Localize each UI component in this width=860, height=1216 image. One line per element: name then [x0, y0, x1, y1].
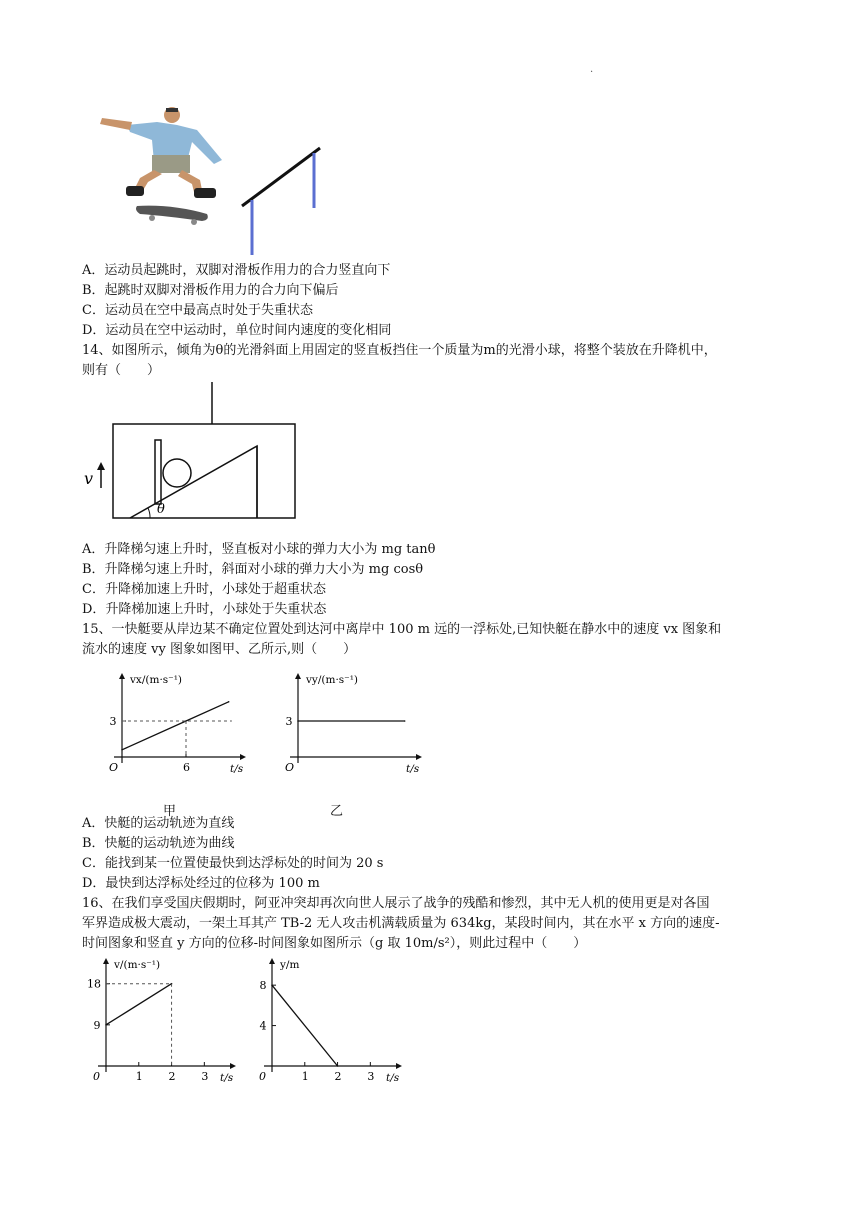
y-tick-label: 9 — [93, 1018, 101, 1032]
x-tick-label: 1 — [135, 1070, 143, 1083]
q16-chart-displacement — [248, 956, 408, 1086]
data-point — [228, 701, 230, 703]
q15-option-b: B．快艇的运动轨迹为曲线 — [82, 836, 235, 851]
q16-chart-velocity — [82, 956, 242, 1086]
skateboard-icon — [136, 206, 208, 225]
q14-option-c: C．升降梯加速上升时，小球处于超重状态 — [82, 582, 326, 597]
elevator-incline-figure — [82, 380, 302, 522]
y-axis-arrow — [269, 958, 275, 964]
caption-jia: 甲 — [163, 804, 177, 819]
series-line — [122, 702, 229, 750]
x-axis-arrow — [240, 754, 246, 760]
q16-stem-line1: 16、在我们享受国庆假期时，阿亚冲突却再次向世人展示了战争的残酷和惨烈，其中无人机的使用更是对各国 — [82, 896, 710, 911]
x-axis-label: t/s — [230, 763, 244, 775]
x-tick-label: 2 — [334, 1070, 342, 1083]
skateboarder-person-icon — [100, 107, 222, 198]
q15-chart-jia — [82, 664, 252, 814]
velocity-label: v — [84, 469, 94, 488]
y-axis-arrow — [103, 958, 109, 964]
data-point — [404, 720, 406, 722]
q14-stem-line1: 14、如图所示，倾角为θ的光滑斜面上用固定的竖直板挡住一个质量为m的光滑小球，将整个装放在升降机中， — [82, 343, 717, 358]
x-axis-label: t/s — [406, 763, 420, 775]
x-axis-label: t/s — [220, 1072, 234, 1084]
series-line — [106, 984, 172, 1025]
ball — [163, 459, 191, 487]
rail-icon — [242, 148, 320, 255]
elevator-box — [113, 424, 295, 518]
x-tick-label: 6 — [183, 761, 190, 774]
x-tick-label: 2 — [168, 1070, 176, 1083]
q15-option-d: D．最快到达浮标处经过的位移为 100 m — [82, 876, 320, 891]
x-axis-arrow — [416, 754, 422, 760]
data-point — [105, 1024, 107, 1026]
y-axis-arrow — [295, 673, 301, 679]
q13-option-c: C．运动员在空中最高点时处于失重状态 — [82, 303, 313, 318]
q14-option-a: A．升降梯匀速上升时，竖直板对小球的弹力大小为 mg tanθ — [82, 542, 436, 557]
y-axis-label: vx/(m·s⁻¹) — [130, 674, 183, 686]
x-axis-label: t/s — [386, 1072, 400, 1084]
q16-stem-line3: 时间图象和竖直 y 方向的位移-时间图象如图所示（g 取 10m/s²），则此过程中（ ） — [82, 936, 587, 951]
q15-stem-line1: 15、一快艇要从岸边某不确定位置处到达河中离岸中 100 m 远的一浮标处,已知快艇在静水中的速度 vx 图象和 — [82, 622, 722, 637]
origin-label: 0 — [93, 1070, 100, 1083]
y-axis-label: v/(m·s⁻¹) — [114, 959, 161, 971]
data-point — [271, 984, 273, 986]
origin-label: 0 — [259, 1070, 266, 1083]
data-point — [337, 1065, 339, 1067]
q13-option-a: A．运动员起跳时，双脚对滑板作用力的合力竖直向下 — [82, 263, 391, 278]
y-axis-label: y/m — [280, 959, 300, 971]
q14-stem-line2: 则有（ ） — [82, 363, 161, 378]
caption-yi: 乙 — [330, 804, 344, 819]
origin-label: O — [285, 761, 295, 774]
x-axis-arrow — [230, 1063, 236, 1069]
x-axis-arrow — [396, 1063, 402, 1069]
q14-option-b: B．升降梯匀速上升时，斜面对小球的弹力大小为 mg cosθ — [82, 562, 424, 577]
series-line — [272, 985, 338, 1066]
y-tick-label: 4 — [259, 1019, 267, 1033]
incline — [130, 446, 257, 518]
q14-option-d: D．升降梯加速上升时，小球处于失重状态 — [82, 602, 327, 617]
skateboarder-figure — [82, 100, 332, 260]
vertical-board — [155, 440, 161, 504]
q15-option-c: C．能找到某一位置使最快到达浮标处的时间为 20 s — [82, 856, 384, 871]
y-tick-label: 18 — [87, 977, 101, 991]
x-tick-label: 1 — [301, 1070, 309, 1083]
theta-label: θ — [157, 502, 165, 517]
origin-label: O — [109, 761, 119, 774]
y-tick-label: 8 — [259, 979, 267, 993]
q15-option-a: A．快艇的运动轨迹为直线 — [82, 816, 235, 831]
x-tick-label: 3 — [201, 1070, 209, 1083]
data-point — [121, 749, 123, 751]
y-axis-label: vy/(m·s⁻¹) — [306, 674, 359, 686]
q15-stem-line2: 流水的速度 vy 图象如图甲、乙所示,则（ ） — [82, 642, 357, 657]
data-point — [297, 720, 299, 722]
y-tick-label: 3 — [285, 715, 293, 728]
q15-chart-yi — [258, 664, 428, 814]
y-tick-label: 3 — [109, 715, 117, 728]
q13-option-b: B．起跳时双脚对滑板作用力的合力向下偏后 — [82, 283, 339, 298]
y-axis-arrow — [119, 673, 125, 679]
q13-option-d: D．运动员在空中运动时，单位时间内速度的变化相同 — [82, 323, 392, 338]
x-tick-label: 3 — [367, 1070, 375, 1083]
q16-stem-line2: 军界造成极大震动，一架土耳其产 TB-2 无人攻击机满载质量为 634kg，某段时间内，其在水平 x 方向的速度- — [82, 916, 720, 931]
header-mark: . — [590, 64, 594, 75]
